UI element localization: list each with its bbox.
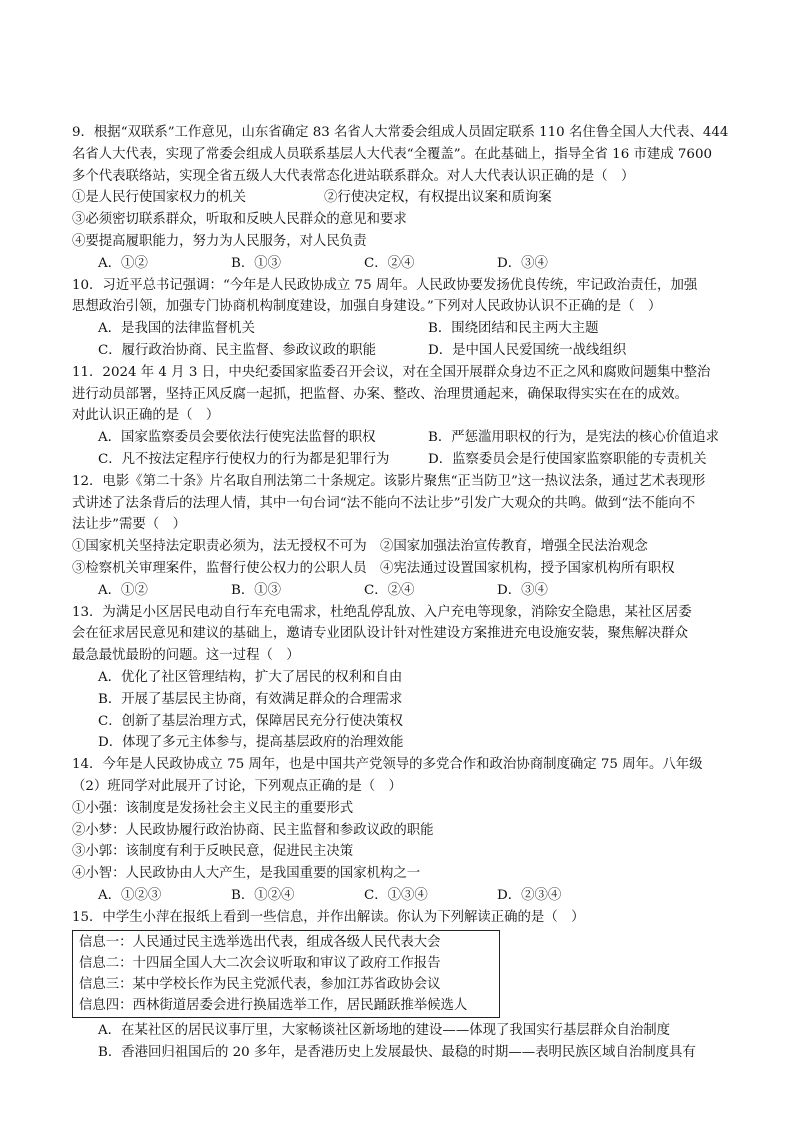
q14-option-b[interactable]: B．①②④ (231, 887, 295, 903)
q12-option-a[interactable]: A．①② (98, 582, 148, 598)
q15-info-3: 信息三：某中学校长作为民主党派代表，参加江苏省政协会议 (79, 977, 441, 993)
q10-stem-line: 思想政治引领，加强专门协商机构制度建设，加强自身建设。”下列对人民政协认识不正确的是（ ） (72, 299, 662, 315)
q13-stem-line: 13．为满足小区居民电动自行车充电需求，杜绝乱停乱放、入户充电等现象，消除安全隐患，某社区居委 (72, 604, 692, 620)
q14-statement-1: ①小强：该制度是发扬社会主义民主的重要形式 (72, 800, 354, 816)
q12-statements-1-2: ①国家机关坚持法定职责必须为，法无授权不可为 ②国家加强法治宣传教育，增强全民法治观念 (72, 539, 648, 555)
q13-stem-line: 会在征求居民意见和建议的基础上，邀请专业团队设计针对性建设方案推进充电设施安装，聚焦解决群众 (72, 626, 688, 642)
q14-stem-line: 14．今年是人民政协成立 75 周年，也是中国共产党领导的多党合作和政治协商制度确定 75 周年。八年级 (72, 757, 703, 773)
q15-info-1: 信息一：人民通过民主选举选出代表，组成各级人民代表大会 (79, 935, 441, 951)
q10-option-b[interactable]: B．围绕团结和民主两大主题 (428, 321, 599, 337)
q15-option-a[interactable]: A．在某社区的居民议事厅里，大家畅谈社区新场地的建设——体现了我国实行基层群众自治制度 (98, 1023, 671, 1039)
q12-option-b[interactable]: B．①③ (231, 582, 282, 598)
question-9 (72, 122, 729, 275)
q14-statement-4: ④小智：人民政协由人大产生，是我国重要的国家机构之一 (72, 866, 421, 882)
q12-option-c[interactable]: C．②④ (364, 582, 415, 598)
q14-stem-line: （2）班同学对此展开了讨论，下列观点正确的是（ ） (72, 778, 402, 794)
q13-option-a[interactable]: A．优化了社区管理结构，扩大了居民的权利和自由 (98, 669, 403, 685)
q15-option-b[interactable]: B．香港回归祖国后的 20 多年，是香港历史上发展最快、最稳的时期——表明民族区域自治制度具有 (98, 1045, 696, 1061)
q15-info-4: 信息四：西林街道居委会进行换届选举工作，居民踊跃推举候选人 (79, 998, 468, 1014)
q9-statement-3: ③必须密切联系群众，听取和反映人民群众的意见和要求 (72, 212, 407, 228)
q12-stem-line: 12．电影《第二十条》片名取自刑法第二十条规定。该影片聚焦“正当防卫”这一热议法条，通过艺术表现形 (72, 473, 706, 489)
q10-option-a[interactable]: A．是我国的法律监督机关 (98, 321, 255, 337)
question-12 (72, 471, 722, 602)
q9-option-a[interactable]: A．①② (98, 255, 148, 271)
q10-stem-line: 10．习近平总书记强调：“今年是人民政协成立 75 周年。人民政协要发扬优良传统，牢记政治责任，加强 (72, 277, 698, 293)
q14-option-c[interactable]: C．①③④ (364, 887, 428, 903)
q9-stem-line: 多个代表联络站，实现全省五级人大代表常态化进站联系群众。对人大代表认识正确的是（ ） (72, 168, 635, 184)
q11-stem-line: 11．2024 年 4 月 3 日，中央纪委国家监委召开会议，对在全国开展群众身边不正之风和腐败问题集中整治 (72, 364, 711, 380)
q11-option-c[interactable]: C．凡不按法定程序行使权力的行为都是犯罪行为 (98, 451, 390, 467)
question-10 (72, 275, 722, 362)
q9-statement-2: ②行使决定权，有权提出议案和质询案 (324, 190, 552, 206)
q15-info-2: 信息二：十四届全国人大二次会议听取和审议了政府工作报告 (79, 956, 441, 972)
q9-options (72, 253, 722, 275)
q9-statement-4: ④要提高履职能力，努力为人民服务，对人民负责 (72, 233, 367, 249)
q13-option-c[interactable]: C．创新了基层治理方式，保障居民充分行使决策权 (98, 713, 403, 729)
q14-statement-3: ③小郭：该制度有利于反映民意，促进民主决策 (72, 844, 354, 860)
q14-option-d[interactable]: D．②③④ (497, 887, 562, 903)
q9-option-c[interactable]: C．②④ (364, 255, 415, 271)
q12-options (72, 580, 722, 602)
q11-stem-line: 进行动员部署，坚持正风反腐一起抓，把监督、办案、整改、治理贯通起来，确保取得实实在在的成效。 (72, 386, 688, 402)
q10-option-c[interactable]: C．履行政治协商、民主监督、参政议政的职能 (98, 342, 377, 358)
q9-stem-line: 9．根据“双联系”工作意见，山东省确定 83 名省人大常委会组成人员固定联系 110 名住鲁全国人大代表、444 (72, 125, 729, 140)
q11-option-a[interactable]: A．国家监察委员会要依法行使宪法监督的职权 (98, 430, 376, 446)
q12-stem-line: 式讲述了法条背后的法理人情，其中一句台词“法不能向不法让步”引发广大观众的共鸣。做到“法不能向不 (72, 495, 696, 511)
q11-option-d[interactable]: D．监察委员会是行使国家监察职能的专责机关 (428, 451, 707, 467)
q14-option-a[interactable]: A．①②③ (98, 887, 162, 903)
q10-options-row (72, 340, 722, 362)
q9-statement-1: ①是人民行使国家权力的机关 (72, 190, 247, 206)
question-13 (72, 602, 722, 755)
q11-options-row (72, 449, 722, 471)
q9-option-d[interactable]: D．③④ (497, 255, 548, 271)
q9-statements-row (72, 187, 722, 209)
q11-stem-line: 对此认识正确的是（ ） (72, 408, 220, 424)
q15-stem: 15．中学生小萍在报纸上看到一些信息，并作出解读。你认为下列解读正确的是（ ） (72, 909, 585, 925)
q11-option-b[interactable]: B．严惩滥用职权的行为，是宪法的核心价值追求 (428, 430, 720, 446)
q15-info-box (72, 930, 500, 1018)
q13-stem-line: 最急最忧最盼的问题。这一过程（ ） (72, 648, 300, 664)
q11-options-row (72, 427, 722, 449)
q13-option-d[interactable]: D．体现了多元主体参与，提高基层政府的治理效能 (98, 735, 404, 751)
q12-option-d[interactable]: D．③④ (497, 582, 548, 598)
q14-statement-2: ②小梦：人民政协履行政治协商、民主监督和参政议政的职能 (72, 822, 434, 838)
q12-stem-line: 法让步”需要（ ） (72, 517, 186, 533)
question-15 (72, 907, 722, 1064)
exam-page (72, 122, 729, 1064)
question-11 (72, 362, 722, 471)
q13-option-b[interactable]: B．开展了基层民主协商，有效满足群众的合理需求 (98, 691, 403, 707)
q12-statements-3-4: ③检察机关审理案件，监督行使公权力的公职人员 ④宪法通过设置国家机构，授予国家机构所有职权 (72, 560, 675, 576)
q10-option-d[interactable]: D．是中国人民爱国统一战线组织 (428, 342, 627, 358)
q9-stem-line: 名省人大代表，实现了常委会组成人员联系基层人大代表“全覆盖”。在此基础上，指导全省 16 市建成 7600 (72, 146, 712, 162)
q10-options-row (72, 318, 722, 340)
question-14 (72, 754, 722, 907)
q14-options (72, 885, 722, 907)
q9-option-b[interactable]: B．①③ (231, 255, 282, 271)
